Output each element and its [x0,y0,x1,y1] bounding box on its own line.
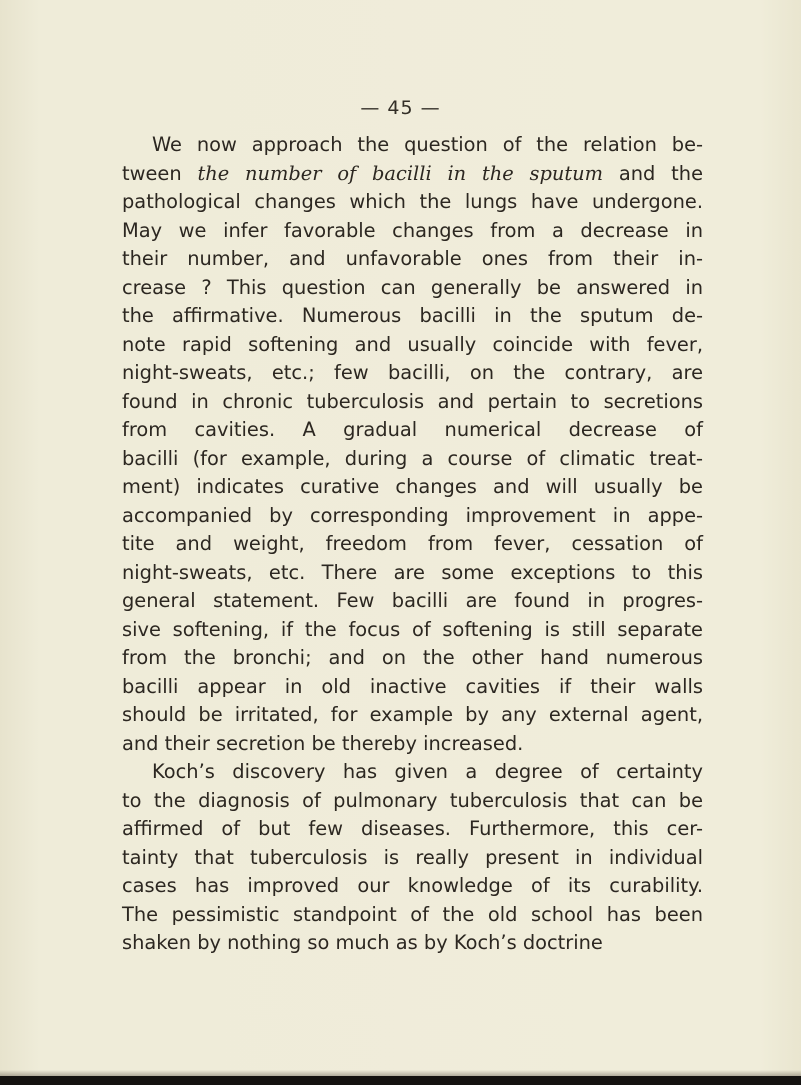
text-line: crease ? This question can generally be answered in [122,275,703,299]
text-line: May we infer favorable changes from a decrease in [122,218,703,242]
text-line [122,160,703,189]
text-line: from cavities. A gradual numerical decrease of [122,418,703,441]
italic-phrase: the number of bacilli in the sputum [197,161,604,185]
text-line: bacilli appear in old inactive cavities if their walls [122,674,703,698]
text-line: tite and weight, freedom from fever, cessation of [122,532,703,555]
text-line: and their secretion be thereby increased. [122,731,524,755]
text-line: should be irritated, for example by any external agent, [122,703,703,726]
text-line: pathological changes which the lungs have undergone. [122,190,703,213]
page-bottom-edge [0,1076,801,1085]
text-line: night-sweats, etc.; few bacilli, on the contrary, are [122,361,703,384]
text-line: to the diagnosis of pulmonary tuberculosis that can be [122,788,703,812]
text-line: We now approach the question of the relation be- [152,133,703,156]
text-segment: and the [603,161,703,185]
text-line: affirmed of but few diseases. Furthermore, this cer- [122,817,703,840]
text-line: tainty that tuberculosis is really present in individual [122,845,703,869]
text-line: cases has improved our knowledge of its curability. [122,874,703,897]
text-line: their number, and unfavorable ones from their in- [122,247,703,270]
text-line: Koch’s discovery has given a degree of certainty [152,760,703,783]
text-line: The pessimistic standpoint of the old school has been [122,902,703,926]
text-line: sive softening, if the focus of softening is still separate [122,617,703,641]
paragraph [122,758,703,958]
text-line: general statement. Few bacilli are found in progres- [122,589,703,612]
text-line: note rapid softening and usually coincide with fever, [122,332,703,356]
text-line: accompanied by corresponding improvement in appe- [122,503,703,527]
page-number-header: — 45 — [360,97,441,119]
text-line: the affirmative. Numerous bacilli in the sputum de- [122,304,703,327]
text-segment: tween [122,161,198,185]
text-line: from the bronchi; and on the other hand numerous [122,646,703,669]
page-body [122,131,703,958]
text-line: night-sweats, etc. There are some exceptions to this [122,560,703,584]
text-line: found in chronic tuberculosis and pertain to secretions [122,389,703,413]
text-line: bacilli (for example, during a course of climatic treat- [122,446,703,470]
text-line: shaken by nothing so much as by Koch’s doctrine [122,931,603,954]
text-line: ment) indicates curative changes and will usually be [122,475,703,498]
paragraph [122,131,703,758]
